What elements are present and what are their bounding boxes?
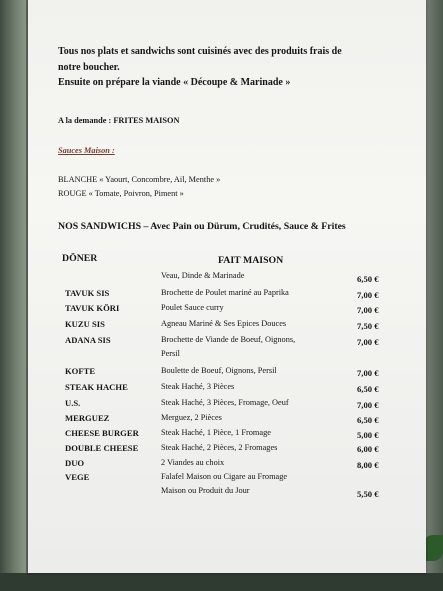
wall-frame-left (0, 0, 26, 591)
sandwichs-title: NOS SANDWICHS – Avec Pain ou Dürum, Crudités, Sauce & Frites (58, 221, 346, 232)
menu-item-name: TAVUK KÖRI (65, 303, 120, 313)
menu-item-description-cont: Maison ou Produit du Jour (161, 486, 250, 495)
menu-item-description: Boulette de Boeuf, Oignons, Persil (161, 366, 277, 375)
menu-item-name: DUO (65, 458, 85, 468)
menu-item-name: DOUBLE CHEESE (65, 443, 139, 453)
intro-line-2: notre boucher. (58, 62, 120, 73)
menu-item-description: Steak Haché, 1 Pièce, 1 Fromage (161, 428, 271, 437)
menu-item-name: TAVUK SIS (65, 288, 110, 298)
menu-item-price: 7,00 € (357, 337, 379, 347)
menu-item-price: 7,00 € (357, 368, 379, 378)
menu-item-price: 7,00 € (357, 290, 379, 300)
menu-item-price: 8,00 € (357, 460, 379, 470)
menu-item-price: 7,00 € (357, 400, 379, 410)
menu-item-description: Merguez, 2 Pièces (161, 413, 222, 422)
doner-label: DÖNER (62, 253, 98, 264)
plant-leaf (423, 535, 443, 561)
menu-item-name: KOFTE (65, 366, 96, 376)
menu-item-description: Agneau Mariné & Ses Epices Douces (161, 319, 287, 328)
menu-item-name: CHEESE BURGER (65, 428, 139, 438)
sauce-rouge: ROUGE « Tomate, Poivron, Piment » (58, 189, 184, 198)
menu-item-price: 6,50 € (357, 274, 379, 284)
wall-frame-bottom (0, 573, 443, 591)
menu-item-price: 7,00 € (357, 305, 379, 315)
menu-item-description-cont: Persil (161, 349, 180, 358)
intro-line-3: Ensuite on prépare la viande « Découpe & Marinade » (58, 77, 291, 88)
menu-item-description: Veau, Dinde & Marinade (161, 271, 245, 280)
frites-note: A la demande : FRITES MAISON (58, 116, 180, 125)
menu-item-price: 7,50 € (357, 321, 379, 331)
menu-item-name: KUZU SIS (65, 319, 105, 329)
menu-item-description: 2 Viandes au choix (161, 458, 225, 467)
menu-item-name: U.S. (65, 398, 81, 408)
menu-sheet (28, 0, 426, 573)
menu-item-name: MERGUEZ (65, 413, 110, 423)
menu-item-price: 6,00 € (357, 444, 379, 454)
menu-item-description: Steak Haché, 3 Pièces (161, 382, 235, 391)
menu-item-description: Falafel Maison ou Cigare au Fromage (161, 472, 288, 481)
menu-item-description: Steak Haché, 3 Pièces, Fromage, Oeuf (161, 398, 289, 407)
menu-item-price: 5,00 € (357, 430, 379, 440)
menu-item-description: Poulet Sauce curry (161, 303, 224, 312)
menu-item-description: Brochette de Viande de Boeuf, Oignons, (161, 335, 296, 344)
menu-item-description: Brochette de Poulet mariné au Paprika (161, 288, 289, 297)
menu-item-price: 6,50 € (357, 415, 379, 425)
menu-item-name: ADANA SIS (65, 335, 111, 345)
menu-item-name: STEAK HACHE (65, 382, 128, 392)
sauces-heading: Sauces Maison : (58, 146, 115, 155)
menu-item-name: VEGE (65, 472, 90, 482)
menu-item-price: 6,50 € (357, 384, 379, 394)
intro-line-1: Tous nos plats et sandwichs sont cuisinés avec des produits frais de (58, 46, 342, 57)
menu-item-price: 5,50 € (357, 489, 379, 499)
fait-maison-label: FAIT MAISON (218, 255, 284, 266)
menu-item-description: Steak Haché, 2 Pièces, 2 Fromages (161, 443, 278, 452)
sauce-blanche: BLANCHE « Yaourt, Concombre, Ail, Menthe » (58, 175, 221, 184)
